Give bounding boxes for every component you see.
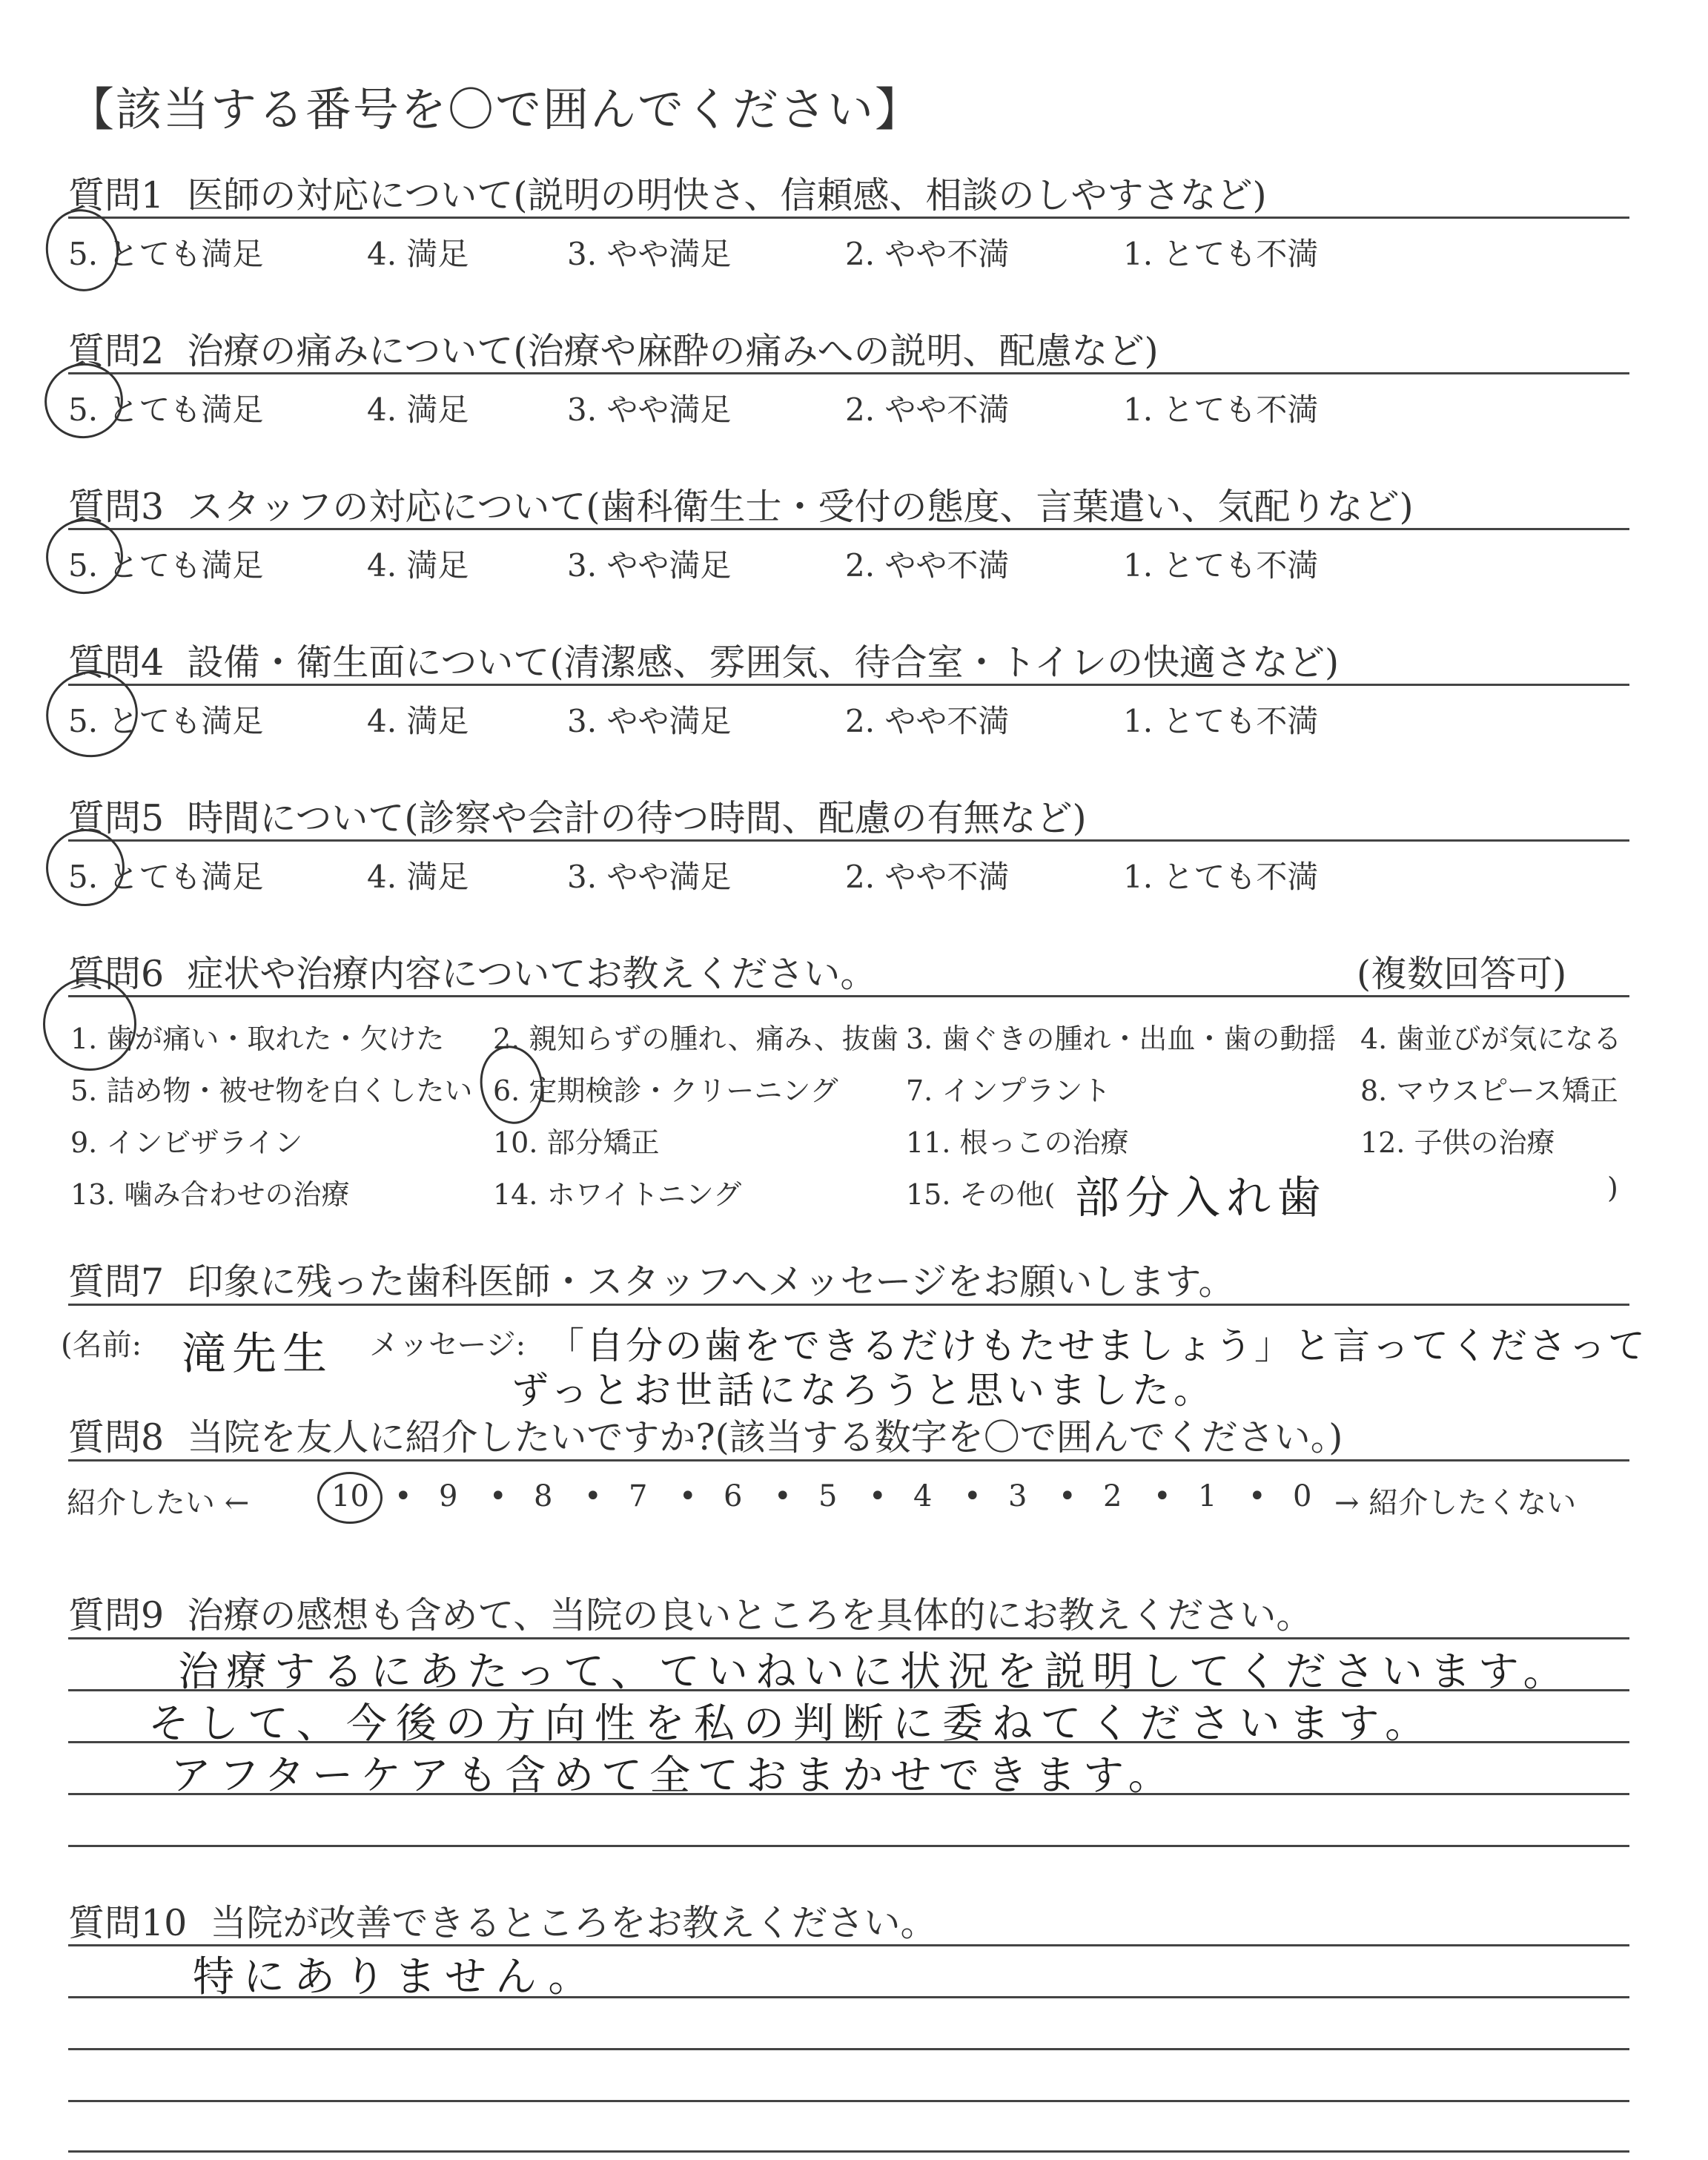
question-4-heading <box>68 634 1339 686</box>
question-label: 質問8 <box>68 1416 165 1459</box>
scale-value-2[interactable]: 2 <box>1103 1479 1122 1513</box>
q2-option-4[interactable]: 4. 満足 <box>367 392 469 428</box>
question-text: 印象に残った歯科医師・スタッフへメッセージをお願いします。 <box>187 1261 1235 1303</box>
q5-option-2[interactable]: 2. やや不満 <box>845 859 1010 895</box>
q3-option-3[interactable]: 3. やや満足 <box>567 547 732 584</box>
question-text: スタッフの対応について(歯科衛生士・受付の態度、言葉遣い、気配りなど) <box>187 486 1414 528</box>
q3-option-2[interactable]: 2. やや不満 <box>845 547 1010 584</box>
q5-option-4[interactable]: 4. 満足 <box>367 859 469 895</box>
q5-option-1[interactable]: 1. とても不満 <box>1123 859 1319 895</box>
q2-option-2[interactable]: 2. やや不満 <box>845 392 1010 428</box>
name-label: (名前: <box>61 1328 142 1362</box>
q1-option-1[interactable]: 1. とても不満 <box>1123 236 1319 272</box>
q10-answer-line-1: 特にありません。 <box>193 1953 599 2001</box>
message-line-2: ずっとお世話になろうと思いました。 <box>512 1369 1215 1412</box>
q6-option-8[interactable]: 8. マウスピース矯正 <box>1360 1074 1618 1107</box>
message-label: メッセージ: <box>369 1328 526 1362</box>
other-answer-handwritten: 部分入れ歯 <box>1075 1172 1327 1224</box>
q6-option-7[interactable]: 7. インプラント <box>906 1074 1111 1107</box>
divider <box>68 217 1629 219</box>
writing-line <box>68 2150 1629 2153</box>
question-label: 質問9 <box>68 1594 165 1636</box>
scale-value-9[interactable]: 9 <box>439 1479 458 1513</box>
question-text: 設備・衛生面について(清潔感、雰囲気、待合室・トイレの快適さなど) <box>187 641 1340 684</box>
divider <box>68 839 1629 842</box>
q1-option-3[interactable]: 3. やや満足 <box>567 236 732 272</box>
question-2-heading <box>68 323 1159 374</box>
multiple-answer-note: (複数回答可) <box>1357 953 1567 995</box>
q2-option-5[interactable]: 5. とても満足 <box>68 392 264 428</box>
divider <box>68 995 1629 997</box>
q1-option-4[interactable]: 4. 満足 <box>367 236 469 272</box>
q5-option-5[interactable]: 5. とても満足 <box>68 859 264 895</box>
q6-option-3[interactable]: 3. 歯ぐきの腫れ・出血・歯の動揺 <box>906 1023 1337 1055</box>
scale-dot: • <box>774 1479 792 1513</box>
scale-value-10[interactable]: 10 <box>331 1479 369 1513</box>
scale-dot: • <box>869 1479 887 1513</box>
question-8-heading <box>68 1409 1343 1461</box>
q4-option-4[interactable]: 4. 満足 <box>367 703 469 739</box>
selection-circle <box>317 1472 383 1524</box>
q6-option-10[interactable]: 10. 部分矯正 <box>493 1126 660 1159</box>
question-label: 質問7 <box>68 1261 165 1303</box>
q3-option-1[interactable]: 1. とても不満 <box>1123 547 1319 584</box>
divider <box>68 684 1629 686</box>
question-label: 質問10 <box>68 1902 188 1944</box>
q9-answer-line-1: 治療するにあたって、ていねいに状況を説明してくださいます。 <box>178 1648 1572 1695</box>
question-label: 質問3 <box>68 486 165 528</box>
name-value-handwritten: 滝先生 <box>182 1328 333 1380</box>
question-label: 質問4 <box>68 641 165 684</box>
question-label: 質問5 <box>68 797 165 839</box>
q6-option-12[interactable]: 12. 子供の治療 <box>1360 1126 1555 1159</box>
question-1-heading <box>68 167 1267 219</box>
q9-answer-line-2: そして、今後の方向性を私の判断に委ねてくださいます。 <box>148 1700 1435 1747</box>
recommend-left-label: 紹介したい ← <box>67 1486 250 1520</box>
question-5-heading <box>68 790 1087 842</box>
q1-option-5[interactable]: 5. とても満足 <box>68 236 264 272</box>
scale-dot: • <box>964 1479 982 1513</box>
scale-value-0[interactable]: 0 <box>1293 1479 1312 1513</box>
scale-value-7[interactable]: 7 <box>629 1479 648 1513</box>
q4-option-5[interactable]: 5. とても満足 <box>68 703 264 739</box>
q6-option-14[interactable]: 14. ホワイトニング <box>493 1178 742 1211</box>
scale-value-4[interactable]: 4 <box>913 1479 933 1513</box>
recommend-right-label: → 紹介したくない <box>1334 1486 1577 1520</box>
q6-option-13[interactable]: 13. 噛み合わせの治療 <box>70 1178 350 1211</box>
question-text: 当院を友人に紹介したいですか?(該当する数字を〇で囲んでください。) <box>187 1416 1343 1459</box>
question-7-heading <box>68 1253 1235 1305</box>
scale-value-6[interactable]: 6 <box>724 1479 743 1513</box>
question-3-heading <box>68 478 1414 530</box>
other-close-paren: ) <box>1607 1172 1618 1204</box>
message-line-1: 「自分の歯をできるだけもたせましょう」と言ってくださって <box>547 1324 1647 1367</box>
divider <box>68 372 1629 374</box>
question-text: 当院が改善できるところをお教えください。 <box>210 1902 937 1944</box>
scale-value-8[interactable]: 8 <box>534 1479 553 1513</box>
q3-option-4[interactable]: 4. 満足 <box>367 547 469 584</box>
q6-option-9[interactable]: 9. インビザライン <box>70 1126 303 1159</box>
q4-option-2[interactable]: 2. やや不満 <box>845 703 1010 739</box>
question-text: 治療の痛みについて(治療や麻酔の痛みへの説明、配慮など) <box>187 330 1159 372</box>
divider <box>68 1459 1629 1462</box>
q6-option-6[interactable]: 6. 定期検診・クリーニング <box>493 1074 838 1107</box>
q6-option-2[interactable]: 2. 親知らずの腫れ、痛み、抜歯 <box>493 1023 898 1055</box>
q5-option-3[interactable]: 3. やや満足 <box>567 859 732 895</box>
question-label: 質問1 <box>68 174 165 217</box>
question-10-heading <box>68 1895 937 1946</box>
scale-dot: • <box>1059 1479 1076 1513</box>
writing-line <box>68 1845 1629 1847</box>
q4-option-3[interactable]: 3. やや満足 <box>567 703 732 739</box>
q9-answer-line-3: アフターケアも含めて全ておまかせできます。 <box>171 1751 1176 1799</box>
q2-option-1[interactable]: 1. とても不満 <box>1123 392 1319 428</box>
q1-option-2[interactable]: 2. やや不満 <box>845 236 1010 272</box>
writing-line <box>68 2100 1629 2102</box>
question-6-heading <box>68 945 876 997</box>
scale-value-1[interactable]: 1 <box>1198 1479 1217 1513</box>
scale-dot: • <box>1248 1479 1266 1513</box>
divider <box>68 1304 1629 1306</box>
question-text: 治療の感想も含めて、当院の良いところを具体的にお教えください。 <box>187 1594 1313 1636</box>
q6-option-5[interactable]: 5. 詰め物・被せ物を白くしたい <box>70 1074 473 1107</box>
q6-option-4[interactable]: 4. 歯並びが気になる <box>1360 1023 1622 1055</box>
scale-dot: • <box>489 1479 507 1513</box>
question-label: 質問6 <box>68 953 165 995</box>
writing-line <box>68 2048 1629 2050</box>
q6-option-1[interactable]: 1. 歯が痛い・取れた・欠けた <box>70 1023 445 1055</box>
scale-dot: • <box>394 1479 412 1513</box>
divider <box>68 528 1629 530</box>
question-9-heading <box>68 1587 1312 1639</box>
page-title: 【該当する番号を〇で囲んでください】 <box>68 82 923 136</box>
question-text: 医師の対応について(説明の明快さ、信頼感、相談のしやすさなど) <box>187 174 1267 217</box>
scale-dot: • <box>679 1479 697 1513</box>
q6-option-15[interactable]: 15. その他( <box>906 1178 1056 1211</box>
q2-option-3[interactable]: 3. やや満足 <box>567 392 732 428</box>
q6-option-11[interactable]: 11. 根っこの治療 <box>906 1126 1129 1159</box>
q4-option-1[interactable]: 1. とても不満 <box>1123 703 1319 739</box>
q3-option-5[interactable]: 5. とても満足 <box>68 547 264 584</box>
question-text: 時間について(診察や会計の待つ時間、配慮の有無など) <box>187 797 1087 839</box>
scale-dot: • <box>1153 1479 1171 1513</box>
scale-value-5[interactable]: 5 <box>818 1479 838 1513</box>
scale-dot: • <box>584 1479 602 1513</box>
question-label: 質問2 <box>68 330 165 372</box>
scale-value-3[interactable]: 3 <box>1008 1479 1027 1513</box>
question-text: 症状や治療内容についてお教えください。 <box>187 953 877 995</box>
